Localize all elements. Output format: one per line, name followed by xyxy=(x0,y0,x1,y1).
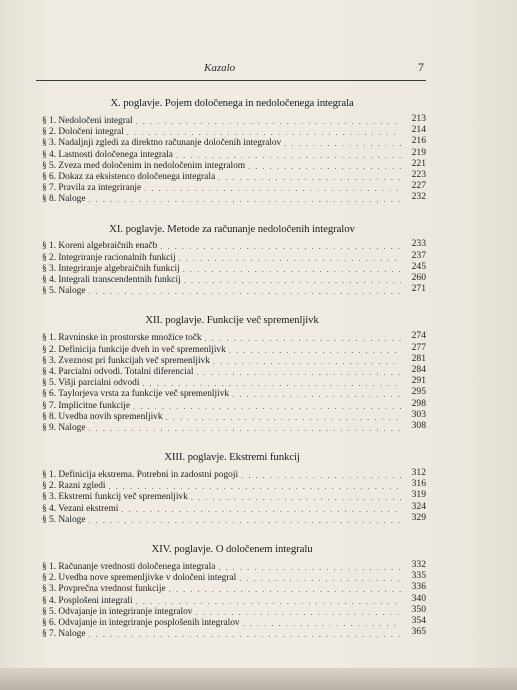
toc-entry xyxy=(38,626,426,640)
leader-dots xyxy=(239,573,401,584)
toc-entry-page: 214 xyxy=(411,124,426,136)
toc-entry xyxy=(38,592,426,607)
leader-dots xyxy=(160,241,401,252)
toc-entry xyxy=(38,249,426,264)
toc-entry-page: 308 xyxy=(411,419,426,431)
toc-entry xyxy=(38,112,426,127)
toc-entry xyxy=(38,500,426,515)
leader-dots xyxy=(184,275,401,286)
toc-entry-page: 232 xyxy=(411,191,426,203)
toc-entry-page: 233 xyxy=(411,238,426,250)
toc-entry-label: § 4. Integrali transcendentnih funkcij xyxy=(42,275,181,286)
toc-entry-label: § 1. Ravninske in prostorske množice točk xyxy=(42,333,202,344)
toc-entry-label: § 3. Nadaljnji zgledi za direktno računanje določenih integralov xyxy=(42,138,282,149)
toc-entry-label: § 7. Pravila za integriranje xyxy=(42,183,142,194)
leader-dots xyxy=(142,378,401,389)
toc-entry-label: § 2. Integriranje racionalnih funkcij xyxy=(42,252,176,263)
leader-dots xyxy=(176,150,401,161)
toc-entry-page: 237 xyxy=(411,249,426,261)
toc-entry xyxy=(38,135,426,149)
toc-entry xyxy=(38,168,426,183)
toc-entry-page: 277 xyxy=(411,341,426,353)
toc-entry-page: 213 xyxy=(411,112,426,124)
toc-entry-label: § 1. Koreni algebraičnih enačb xyxy=(42,241,158,252)
leader-dots xyxy=(88,629,401,640)
toc-entry-label: § 5. Naloge xyxy=(42,286,86,297)
toc-entry-page: 221 xyxy=(411,157,426,169)
toc-entry-label: § 3. Povprečna vrednost funkcije xyxy=(42,584,166,595)
toc-entry-page: 219 xyxy=(411,146,426,158)
toc-entry-label: § 6. Taylorjeva vrsta za funkcije več spremenljivk xyxy=(42,389,230,400)
toc-entry-label: § 1. Definicija ekstrema. Potrebni in zadostni pogoji xyxy=(42,470,239,481)
toc-entry-page: 319 xyxy=(411,489,426,501)
leader-dots xyxy=(166,412,401,423)
chapter-section xyxy=(38,222,426,298)
leader-dots xyxy=(218,562,401,573)
toc-entry xyxy=(38,478,426,492)
leader-dots xyxy=(241,470,401,481)
toc-entry-label: § 5. Naloge xyxy=(42,514,86,525)
header-page-number: 7 xyxy=(418,60,424,74)
toc-entry-page: 271 xyxy=(411,283,426,295)
leader-dots xyxy=(248,161,401,172)
header-rule xyxy=(36,80,426,81)
toc-entry-label: § 3. Zveznost pri funkcijah več spremenljivk xyxy=(42,355,210,366)
leader-dots xyxy=(136,596,401,607)
toc-entry xyxy=(38,570,426,584)
leader-dots xyxy=(179,253,401,264)
toc-entry-page: 245 xyxy=(411,260,426,272)
toc-entry-page: 216 xyxy=(411,135,426,147)
toc-entry-label: § 2. Definicija funkcije dveh in več spremenljivk xyxy=(42,344,226,355)
chapter-section xyxy=(38,542,426,640)
toc-entry xyxy=(38,363,426,378)
toc-entry-label: § 2. Uvedba nove spremenljivke v določeni integral xyxy=(42,573,237,584)
toc-entry xyxy=(38,386,426,400)
header-title: Kazalo xyxy=(204,62,236,74)
toc-entry-page: 324 xyxy=(411,500,426,512)
chapter-section xyxy=(38,96,426,206)
toc-entry xyxy=(38,157,426,172)
leader-dots xyxy=(196,367,401,378)
leader-dots xyxy=(169,584,401,595)
toc-entry xyxy=(38,614,426,629)
toc-entry-label: § 8. Naloge xyxy=(42,194,86,205)
toc-entry xyxy=(38,419,426,434)
toc-entry xyxy=(38,180,426,194)
leader-dots xyxy=(229,345,401,356)
toc-entry-label: § 4. Vezani ekstremi xyxy=(42,503,119,514)
leader-dots xyxy=(88,194,401,205)
toc-entry-page: 335 xyxy=(411,570,426,582)
running-header xyxy=(38,62,424,74)
toc-entry-page: 354 xyxy=(411,614,426,626)
leader-dots xyxy=(136,116,401,127)
leader-dots xyxy=(195,607,401,618)
leader-dots xyxy=(191,492,401,503)
leader-dots xyxy=(133,401,401,412)
toc-entry-page: 312 xyxy=(411,467,426,479)
toc-entry-label: § 9. Naloge xyxy=(42,422,86,433)
leader-dots xyxy=(243,618,401,629)
toc-entry xyxy=(38,603,426,618)
toc-entry-page: 329 xyxy=(411,511,426,523)
toc-entry-page: 260 xyxy=(411,272,426,284)
toc-entry xyxy=(38,341,426,356)
toc-entry-label: § 3. Integriranje algebraičnih funkcij xyxy=(42,263,180,274)
toc-entry-page: 336 xyxy=(411,581,426,593)
toc-entry-label: § 3. Ekstremi funkcij več spremenljivk xyxy=(42,492,188,503)
toc-entry-label: § 7. Implicitne funkcije xyxy=(42,400,130,411)
toc-entry xyxy=(38,375,426,389)
leader-dots xyxy=(205,333,401,344)
leader-dots xyxy=(127,127,401,138)
toc-entry xyxy=(38,467,426,481)
toc-entry-page: 274 xyxy=(411,330,426,342)
toc-entry-page: 227 xyxy=(411,180,426,192)
chapter-title: X. poglavje. Pojem določenega in nedoločenega integrala xyxy=(110,97,354,109)
toc-entry-label: § 7. Naloge xyxy=(42,629,86,640)
toc-entry-page: 303 xyxy=(411,408,426,420)
chapter-title: XIV. poglavje. O določenem integralu xyxy=(151,543,313,556)
leader-dots xyxy=(284,138,401,149)
toc-entry-page: 281 xyxy=(411,352,426,364)
toc-entry-label: § 2. Določeni integral xyxy=(42,127,124,138)
table-of-contents xyxy=(38,96,426,656)
leader-dots xyxy=(109,481,401,492)
toc-entry-label: § 6. Odvajanje in integriranje posplošenih integralov xyxy=(42,617,240,628)
toc-entry-label: § 1. Nedoločeni integral xyxy=(42,115,133,126)
leader-dots xyxy=(232,389,401,400)
toc-entry-page: 223 xyxy=(411,168,426,180)
toc-entry-label: § 5. Odvajanje in integriranje integralov xyxy=(42,606,193,617)
toc-entry xyxy=(38,408,426,423)
leader-dots xyxy=(121,504,401,515)
toc-entry xyxy=(38,352,426,367)
leader-dots xyxy=(218,172,401,183)
page-edge-shadow xyxy=(0,668,517,690)
toc-entry-page: 298 xyxy=(411,397,426,409)
leader-dots xyxy=(88,423,401,434)
leader-dots xyxy=(213,356,401,367)
toc-entry xyxy=(38,511,426,526)
toc-entry-page: 295 xyxy=(411,386,426,398)
toc-entry xyxy=(38,238,426,253)
chapter-title: XII. poglavje. Funkcije več spremenljivk xyxy=(145,314,319,327)
toc-entry-page: 340 xyxy=(411,592,426,604)
toc-entry xyxy=(38,330,426,344)
leader-dots xyxy=(88,286,401,297)
toc-entry-label: § 2. Razni zgledi xyxy=(42,481,106,492)
toc-entry xyxy=(38,260,426,275)
toc-entry-page: 291 xyxy=(411,375,426,387)
toc-entry xyxy=(38,559,426,573)
toc-entry xyxy=(38,581,426,595)
toc-entry-label: § 5. Zveza med določenim in nedoločenim integralom xyxy=(42,160,246,171)
chapter-title: XIII. poglavje. Ekstremi funkcij xyxy=(164,451,300,464)
toc-entry-label: § 4. Parcialni odvodi. Totalni diferencial xyxy=(42,366,194,377)
toc-entry xyxy=(38,397,426,412)
toc-entry-label: § 4. Lastnosti določenega integrala xyxy=(42,149,173,160)
leader-dots xyxy=(144,183,401,194)
toc-entry-page: 332 xyxy=(411,559,426,571)
toc-entry xyxy=(38,191,426,205)
chapter-section xyxy=(38,450,426,526)
toc-entry-page: 284 xyxy=(411,363,426,375)
chapter-section xyxy=(38,313,426,434)
toc-entry xyxy=(38,146,426,161)
toc-entry-label: § 6. Dokaz za eksistenco določenega integrala xyxy=(42,171,216,182)
toc-entry-label: § 4. Posplošeni integrali xyxy=(42,595,133,606)
toc-entry xyxy=(38,124,426,138)
toc-entry xyxy=(38,283,426,297)
toc-entry-label: § 5. Višji parcialni odvodi xyxy=(42,378,140,389)
toc-entry xyxy=(38,489,426,504)
toc-entry-label: § 1. Računanje vrednosti določenega integrala xyxy=(42,562,216,573)
toc-entry-page: 316 xyxy=(411,478,426,490)
toc-entry-page: 365 xyxy=(411,626,426,638)
leader-dots xyxy=(88,515,401,526)
toc-entry xyxy=(38,272,426,286)
leader-dots xyxy=(183,264,401,275)
toc-entry-label: § 8. Uvedba novih spremenljivk xyxy=(42,411,163,422)
toc-entry-page: 350 xyxy=(411,603,426,615)
chapter-title: XI. poglavje. Metode za računanje nedoločenih integralov xyxy=(109,222,355,235)
